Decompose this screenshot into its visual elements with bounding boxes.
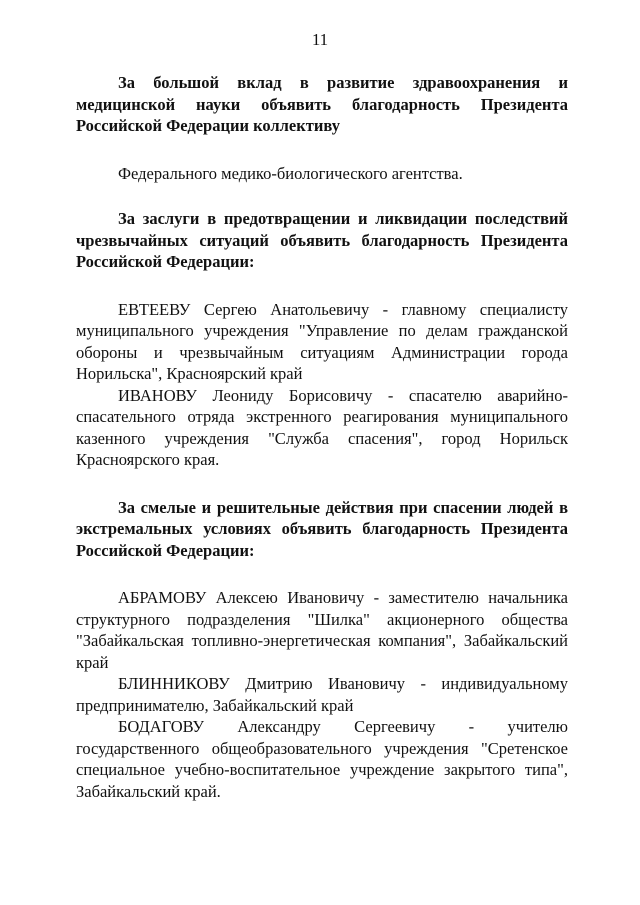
- section-1-heading: За большой вклад в развитие здравоохранения и медицинской науки объявить благодарность Президента Российской Федерации коллективу: [76, 73, 568, 135]
- section-3-heading: За смелые и решительные действия при спасении людей в экстремальных условиях объявить благодарность Президента Российской Федерации:: [76, 497, 568, 560]
- section-3-item-2: БЛИННИКОВУ Дмитрию Ивановичу - индивидуальному предпринимателю, Забайкальский край: [76, 674, 568, 715]
- section-2-heading: За заслуги в предотвращении и ликвидации последствий чрезвычайных ситуаций объявить благодарность Президента Российской Федерации:: [76, 209, 568, 271]
- section-2-item-2: ИВАНОВУ Леониду Борисовичу - спасателю аварийно-спасательного отряда экстренного реагирования муниципального казенного учреждения "Служба спасения", город Норильск Красноярского края.: [76, 385, 568, 469]
- section-3-item-3: БОДАГОВУ Александру Сергеевичу - учителю государственного общеобразовательного учреждения "Сретенское специальное учебно-воспитательное учреждение закрытого типа", Забайкальский край.: [76, 717, 568, 801]
- section-1-item-1: Федерального медико-биологического агентства.: [118, 163, 463, 183]
- document-body: [76, 72, 568, 802]
- page-number: 11: [311, 30, 329, 49]
- section-3-item-1: АБРАМОВУ Алексею Ивановичу - заместителю начальника структурного подразделения "Шилка" акционерного общества "Забайкальская топливно-энергетическая компания", Забайкальский край: [76, 588, 568, 672]
- section-2-item-1: ЕВТЕЕВУ Сергею Анатольевичу - главному специалисту муниципального учреждения "Управление по делам гражданской обороны и чрезвычайным ситуациям Администрации города Норильска", Красноярский край: [76, 299, 568, 383]
